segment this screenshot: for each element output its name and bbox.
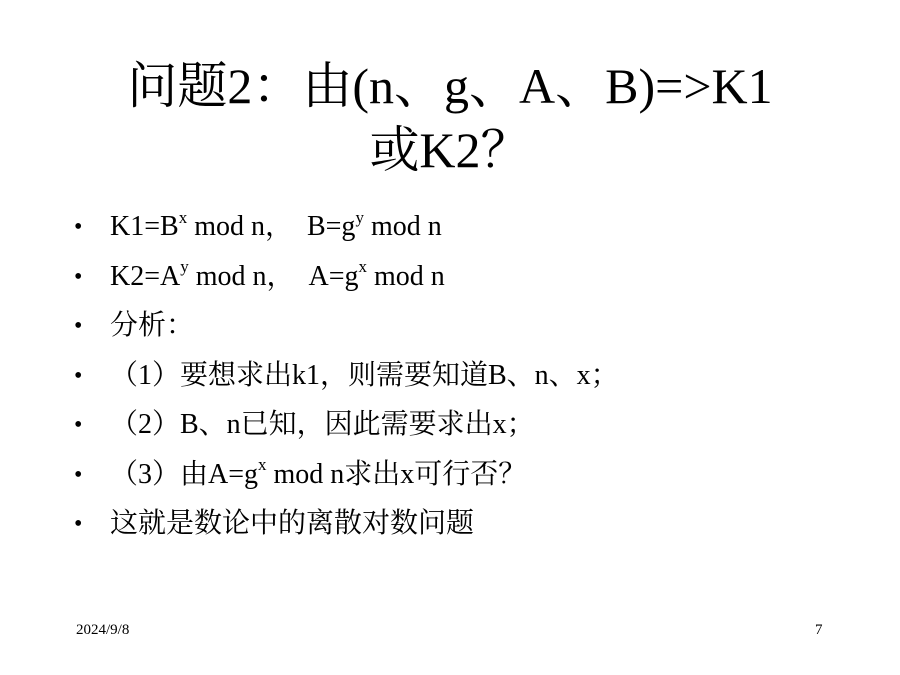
text-segment: （1）要想求出k1，则需要知道B、n、x；: [110, 359, 619, 391]
bullet-item: [0, 257, 900, 307]
bullet-item: [0, 306, 900, 356]
superscript: y: [355, 207, 364, 227]
bullet-text: [110, 405, 535, 445]
text-segment: （3）由A=g: [110, 458, 259, 490]
bullet-list: [0, 207, 900, 554]
bullet-item: [0, 207, 900, 257]
bullet-text: [110, 356, 619, 396]
bullet-item: [0, 504, 900, 554]
bullet-dot-icon: •: [74, 511, 83, 537]
text-segment: 分析：: [110, 310, 195, 341]
text-segment: mod n求出x可行否？: [266, 458, 527, 490]
text-segment: K2=A: [110, 260, 181, 292]
bullet-item: [0, 405, 900, 455]
text-segment: mod n， B=g: [187, 211, 356, 242]
title-line-1: 问题2：由(n、g、A、B)=>K1: [127, 58, 773, 114]
superscript: x: [258, 455, 267, 475]
bullet-dot-icon: •: [74, 263, 83, 290]
superscript: y: [180, 257, 189, 277]
text-segment: mod n， A=g: [188, 260, 359, 292]
bullet-dot-icon: •: [74, 313, 83, 339]
text-segment: K1=B: [110, 211, 179, 242]
text-segment: 这就是数论中的离散对数问题: [110, 508, 475, 539]
bullet-item: [0, 455, 900, 505]
bullet-dot-icon: •: [74, 362, 83, 389]
slide-title: [0, 54, 900, 182]
text-segment: mod n: [363, 211, 442, 242]
text-segment: （2）B、n已知，因此需要求出x；: [110, 409, 535, 440]
title-line-2: 或K2？: [369, 122, 531, 178]
footer-date: 2024/9/8: [76, 622, 130, 638]
bullet-text: [110, 455, 526, 495]
page-number: 7: [815, 622, 823, 638]
bullet-text: [110, 306, 194, 346]
bullet-text: [110, 504, 474, 544]
bullet-text: [110, 257, 445, 297]
superscript: x: [178, 207, 188, 227]
bullet-dot-icon: •: [74, 461, 83, 488]
bullet-item: [0, 356, 900, 406]
superscript: x: [358, 257, 368, 277]
bullet-dot-icon: •: [74, 214, 83, 240]
bullet-text: [110, 207, 442, 247]
bullet-dot-icon: •: [74, 412, 83, 438]
text-segment: mod n: [367, 260, 445, 292]
